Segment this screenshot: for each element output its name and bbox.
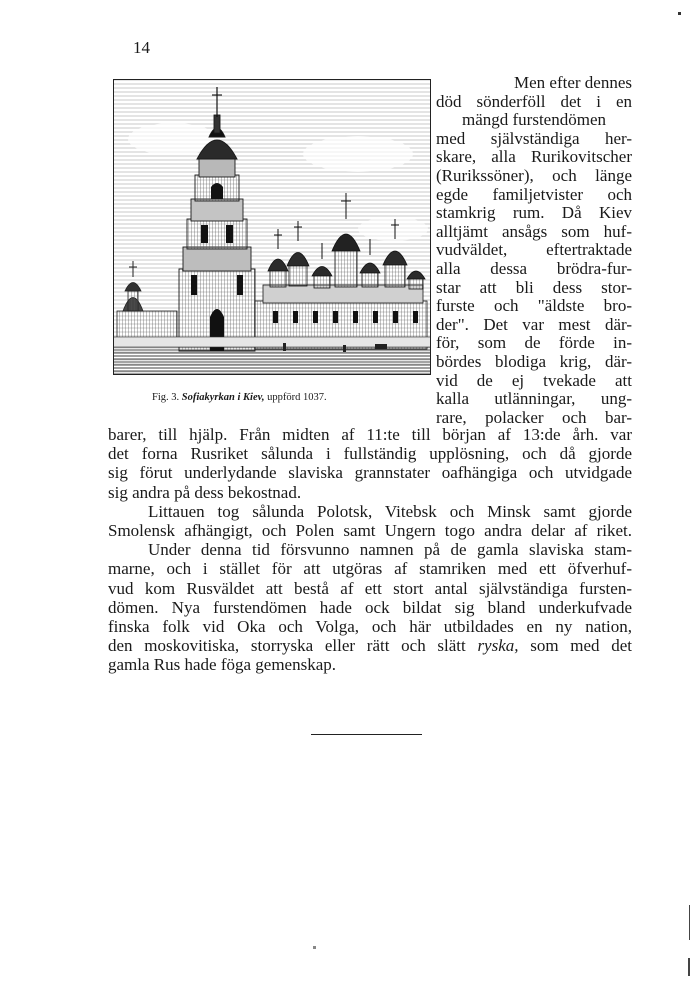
paragraph-2 [108, 502, 632, 540]
text-line: Smolensk afhängigt, och Polen samt Ungern togo andra delar af riket. [108, 521, 632, 541]
text-line: star att bli dess stor- [436, 277, 632, 297]
text-line: rare, polacker och bar- [436, 407, 632, 427]
text-line: sig förut underlydande slaviska grannstater oafhängiga och utvidgade [108, 463, 632, 483]
text-line: (Rurikssöner), och länge [436, 165, 632, 185]
text-line-mixed [108, 636, 632, 655]
text-segment: som med det [530, 636, 632, 656]
text-line: bördes blodiga krig, där- [436, 351, 632, 371]
text-line: marne, och i stället för att utgöras af stamriken med ett öfverhuf- [108, 559, 632, 579]
text-line: gamla Rus hade föga gemenskap. [108, 655, 337, 675]
text-line: mängd furstendömen [462, 110, 606, 130]
text-line: finska folk vid Oka och Volga, och här utbildades en ny nation, [108, 617, 632, 637]
section-divider [311, 734, 422, 735]
text-line: kalla utlänningar, ung- [436, 389, 632, 409]
text-line: der". Det var mest där- [436, 314, 632, 334]
text-segment: den moskovitiska, storryska eller rätt och slätt [108, 636, 466, 656]
caption-prefix: Fig. 3. [152, 392, 180, 403]
figure-caption [152, 392, 327, 403]
text-line: dömen. Nya furstendömen hade ock bildat sig bland underkufvade [108, 597, 632, 617]
text-line: det forna Rusriket sålunda i fullständig upplösning, och då gjorde [108, 444, 632, 464]
text-line: död sönderföll det i en [436, 91, 632, 111]
caption-title: Sofiakyrkan i Kiev, [181, 392, 265, 403]
text-line: vudväldet, eftertraktade [436, 240, 632, 260]
main-text [108, 425, 632, 675]
italic-word: ryska, [477, 636, 519, 656]
scan-mark [678, 12, 681, 15]
text-line: för, som de förde in- [436, 333, 632, 353]
wrap-text-column [436, 74, 632, 427]
scan-edge-mark [689, 905, 690, 940]
scan-mark [313, 946, 316, 949]
text-line: stamkrig rum. Då Kiev [436, 203, 632, 223]
paragraph-1 [108, 425, 632, 502]
text-line: med självständiga her- [436, 128, 632, 148]
text-line: alltjämt ansågs som huf- [436, 221, 632, 241]
text-line: furste och "äldste bro- [436, 296, 632, 316]
caption-suffix: uppförd 1037. [267, 392, 327, 403]
figure-sofia-cathedral [113, 79, 431, 375]
text-line: Littauen tog sålunda Polotsk, Vitebsk och Minsk samt gjorde [148, 501, 632, 521]
text-line: vid de ej tvekade att [436, 370, 632, 390]
paragraph-3 [108, 540, 632, 674]
text-line: Under denna tid försvunno namnen på de gamla slaviska stam- [148, 540, 632, 560]
text-line: skare, alla Rurikovitscher [436, 147, 632, 167]
text-line: sig andra på dess bekostnad. [108, 482, 302, 502]
text-line: Men efter dennes [513, 73, 632, 92]
text-line: egde familjetvister och [436, 184, 632, 204]
scan-edge-mark [688, 958, 690, 976]
text-line: vud kom Rusväldet att bestå af ett stort antal självständiga fursten- [108, 578, 632, 598]
text-line: alla dessa brödra-fur- [436, 258, 632, 278]
cathedral-engraving [113, 79, 431, 375]
text-line: barer, till hjälp. Från midten af 11:te till början af 13:de årh. var [108, 425, 632, 444]
page-number: 14 [133, 38, 150, 57]
